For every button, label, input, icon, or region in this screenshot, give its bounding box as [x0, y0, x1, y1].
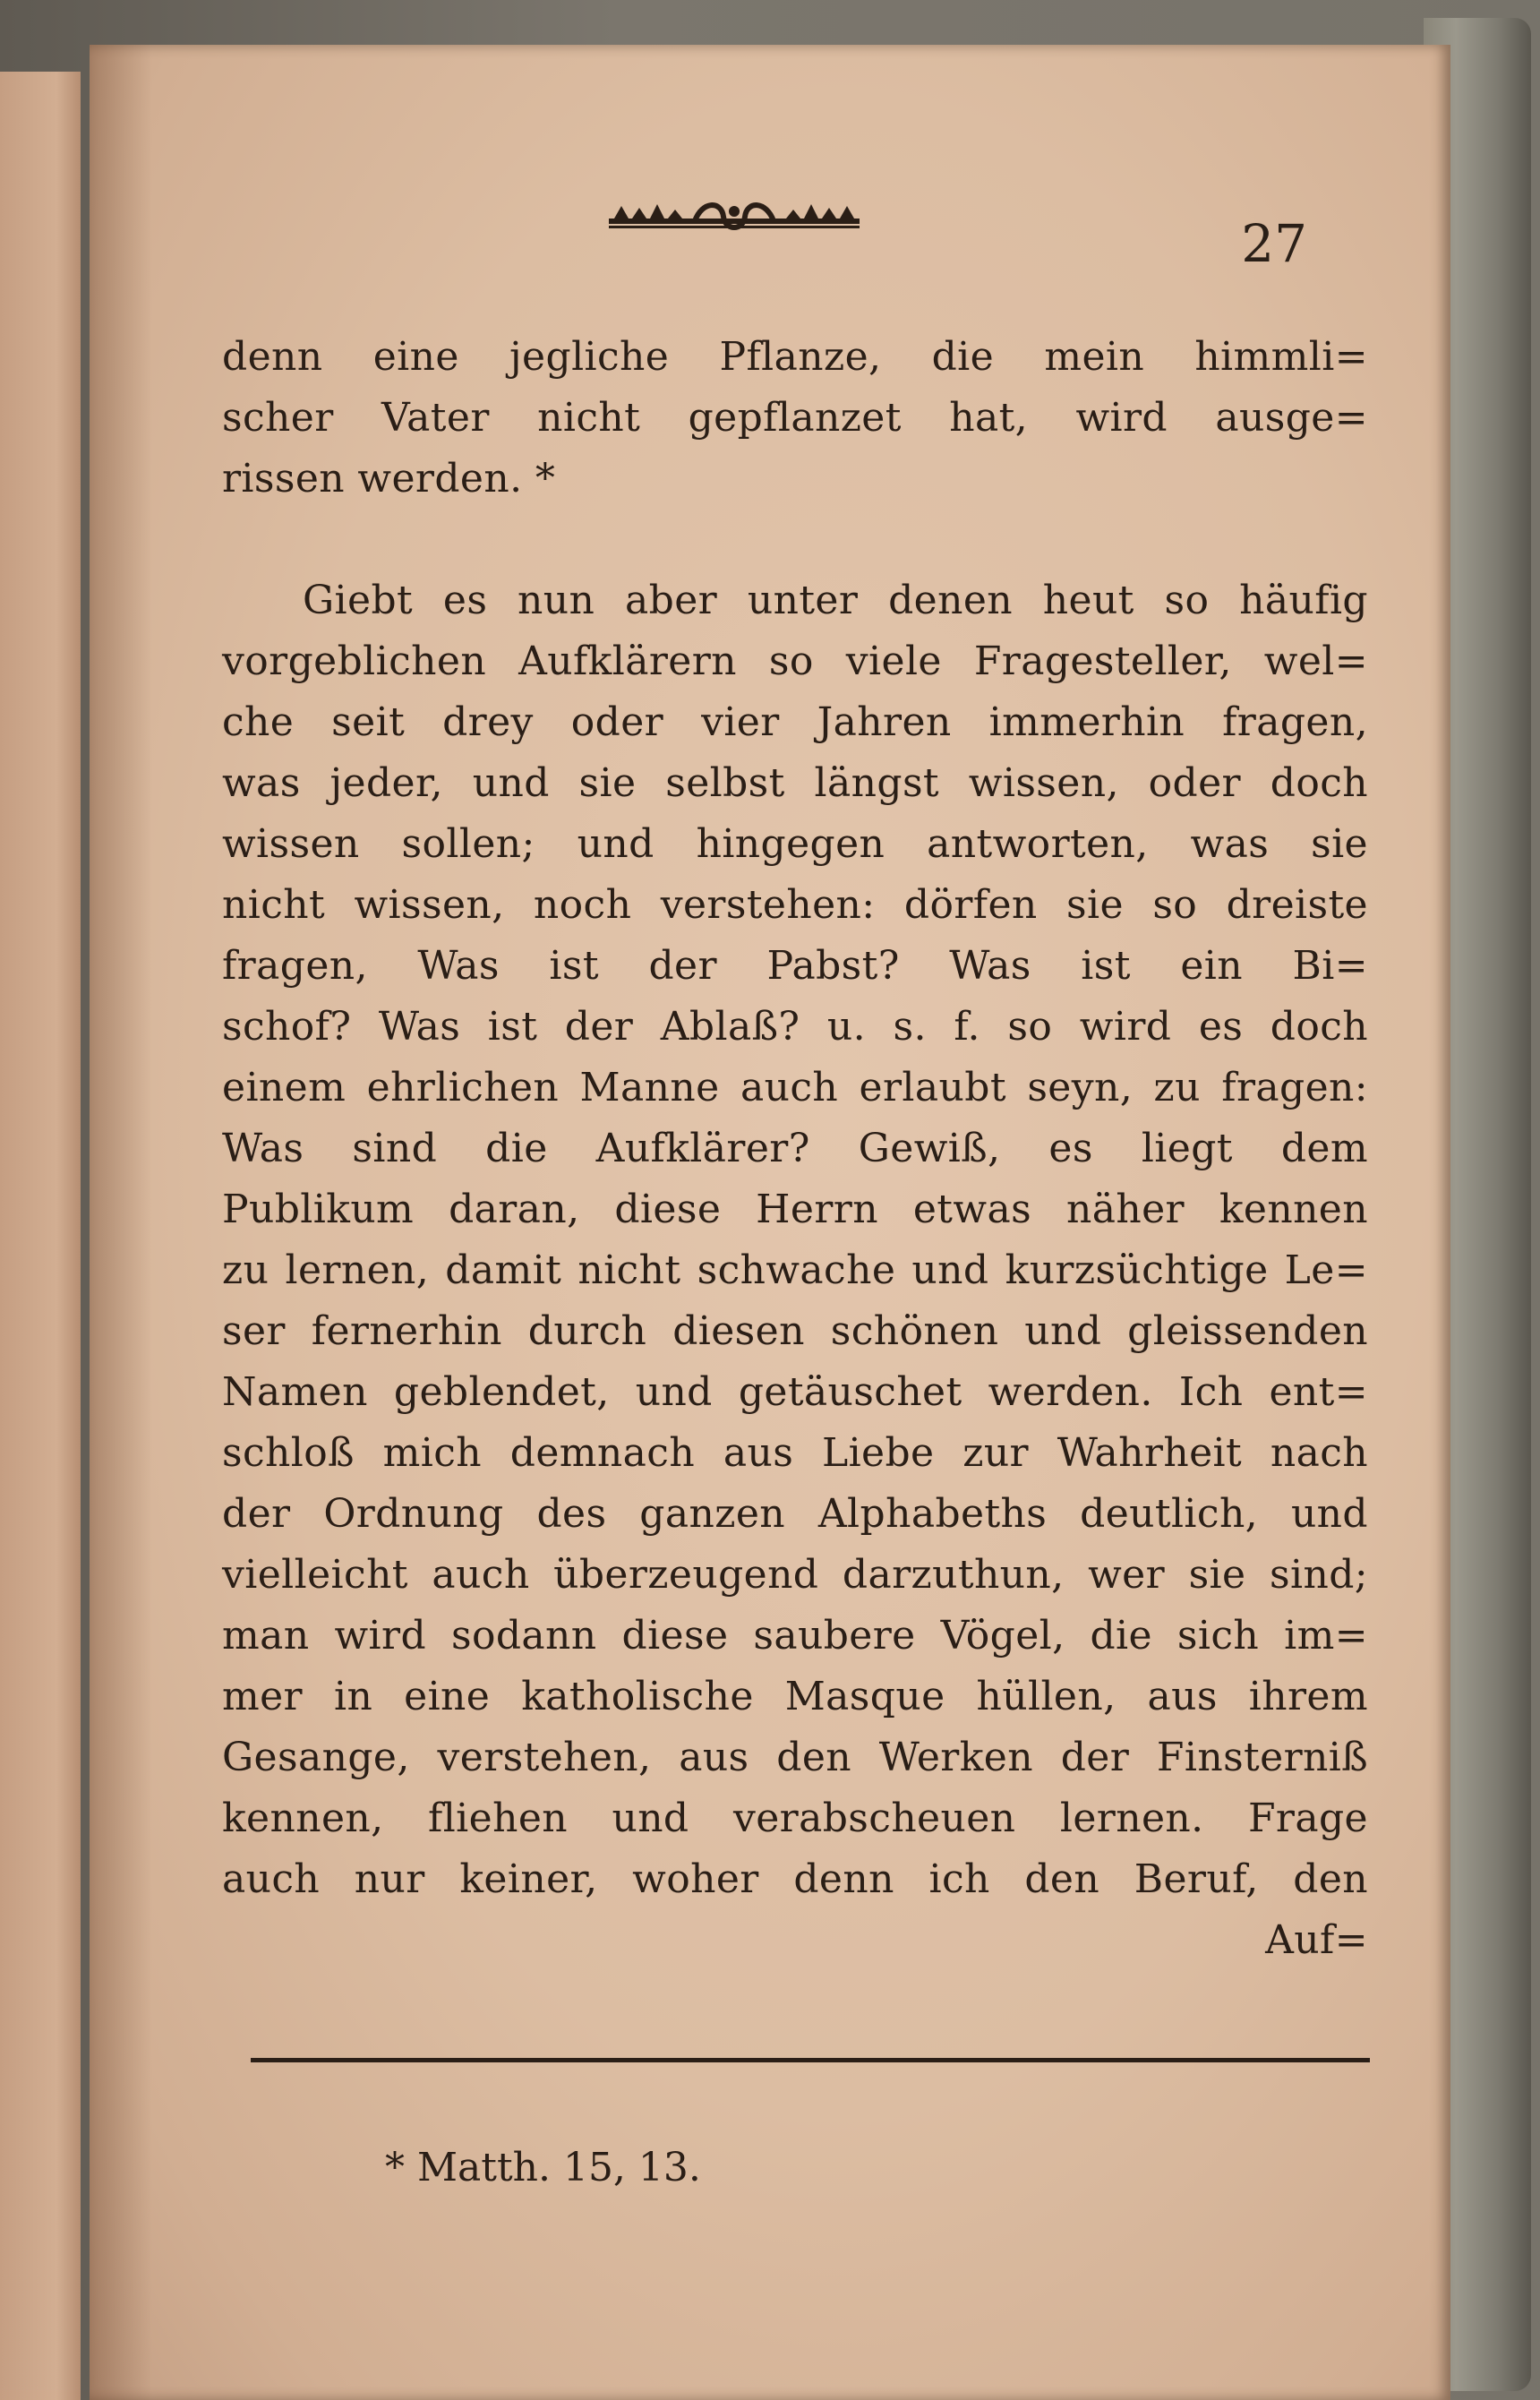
text-line: Publikum daran, diese Herrn etwas näher kennen: [222, 1187, 1368, 1232]
text-line: ser fernerhin durch diesen schönen und gleissenden: [222, 1308, 1368, 1354]
book-page: [90, 45, 1450, 2400]
text-line: Namen geblendet, und getäuschet werden. Ich ent=: [222, 1369, 1368, 1415]
text-line: einem ehrlichen Manne auch erlaubt seyn, zu fragen:: [222, 1065, 1368, 1110]
text-line: der Ordnung des ganzen Alphabeths deutlich, und: [222, 1491, 1368, 1537]
text-line: kennen, fliehen und verabscheuen lernen. Frage: [222, 1796, 1368, 1841]
text-line: was jeder, und sie selbst längst wissen, oder doch: [222, 760, 1368, 806]
header-ornament-icon: [609, 195, 860, 238]
text-line: Was sind die Aufklärer? Gewiß, es liegt dem: [222, 1126, 1368, 1171]
text-line: zu lernen, damit nicht schwache und kurzsüchtige Le=: [222, 1247, 1368, 1293]
text-line: mer in eine katholische Masque hüllen, aus ihrem: [222, 1674, 1368, 1719]
body-text: [222, 327, 1368, 1971]
footnote: * Matth. 15, 13.: [385, 2145, 701, 2190]
text-line: fragen, Was ist der Pabst? Was ist ein Bi=: [222, 943, 1368, 989]
text-line: auch nur keiner, woher denn ich den Beruf, den: [222, 1856, 1368, 1902]
text-line: scher Vater nicht gepflanzet hat, wird ausge=: [222, 395, 1368, 441]
text-line: man wird sodann diese saubere Vögel, die sich im=: [222, 1613, 1368, 1659]
text-line: wissen sollen; und hingegen antworten, was sie: [222, 821, 1368, 867]
page-gutter-shadow: [90, 45, 152, 2400]
text-line: Gesange, verstehen, aus den Werken der Finsterniß: [222, 1735, 1368, 1780]
text-line: che seit drey oder vier Jahren immerhin fragen,: [222, 699, 1368, 745]
text-line: rissen werden. *: [222, 456, 556, 501]
text-line: nicht wissen, noch verstehen: dörfen sie so dreiste: [222, 882, 1368, 928]
paragraph-gap: [222, 510, 1368, 570]
text-line: Giebt es nun aber unter denen heut so häufig: [303, 578, 1368, 623]
text-line: schof? Was ist der Ablaß? u. s. f. so wird es doch: [222, 1004, 1368, 1050]
page-number: 27: [1241, 213, 1307, 274]
text-line: vielleicht auch überzeugend darzuthun, wer sie sind;: [222, 1552, 1368, 1598]
catchword: Auf=: [1265, 1917, 1368, 1963]
text-line: denn eine jegliche Pflanze, die mein himmli=: [222, 334, 1368, 380]
text-line: vorgeblichen Aufklärern so viele Fragesteller, wel=: [222, 639, 1368, 684]
footnote-rule: [251, 2058, 1370, 2062]
previous-page-edge: [0, 72, 81, 2400]
text-line: schloß mich demnach aus Liebe zur Wahrheit nach: [222, 1430, 1368, 1476]
